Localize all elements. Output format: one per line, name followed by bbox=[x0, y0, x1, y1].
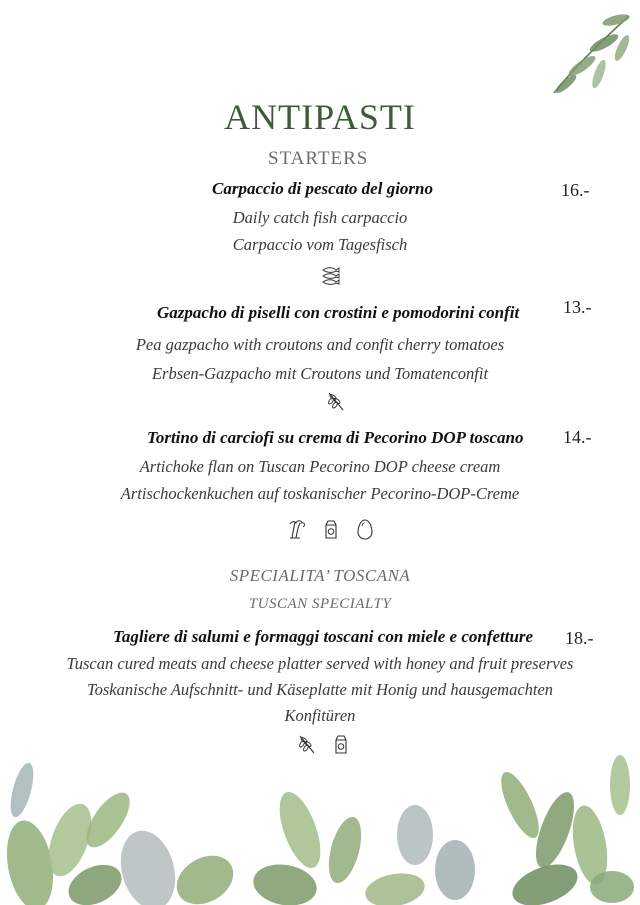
leaf-decoration-bottom bbox=[0, 755, 640, 905]
menu-item-description-en: Tuscan cured meats and cheese platter served with honey and fruit preserves bbox=[66, 654, 574, 673]
allergen-icons bbox=[296, 733, 352, 755]
egg-icon bbox=[354, 518, 376, 540]
section-title: SPECIALITA’ TOSCANA bbox=[229, 566, 411, 585]
page-title: ANTIPASTI bbox=[224, 97, 416, 137]
allergen-icons bbox=[325, 390, 347, 412]
menu-item-name: Tortino di carciofi su crema di Pecorino DOP toscano bbox=[147, 428, 524, 447]
menu-item-name: Gazpacho di piselli con crostini e pomodorini confit bbox=[157, 303, 520, 322]
allergen-icons bbox=[286, 518, 376, 540]
celery-icon bbox=[286, 518, 308, 540]
menu-item-description-en: Daily catch fish carpaccio bbox=[232, 208, 408, 227]
leaf-decoration-top bbox=[544, 8, 634, 98]
page-subtitle: STARTERS bbox=[268, 148, 369, 169]
menu-item-description-de: Erbsen-Gazpacho mit Croutons und Tomatenconfit bbox=[151, 364, 489, 383]
menu-item-price: 14.- bbox=[563, 427, 592, 447]
fish-icon bbox=[320, 264, 342, 286]
allergen-icons bbox=[320, 264, 342, 286]
section-subtitle: TUSCAN SPECIALTY bbox=[248, 596, 392, 612]
milk-icon bbox=[320, 518, 342, 540]
menu-item-price: 16.- bbox=[561, 180, 590, 200]
menu-item-description-de: Toskanische Aufschnitt- und Käseplatte mit Honig und hausgemachten bbox=[86, 680, 554, 699]
menu-item-description-de: Artischockenkuchen auf toskanischer Pecorino-DOP-Creme bbox=[120, 484, 520, 503]
menu-item-name: Carpaccio di pescato del giorno bbox=[212, 179, 433, 198]
menu-item-name: Tagliere di salumi e formaggi toscani con miele e confetture bbox=[113, 627, 534, 646]
wheat-icon bbox=[296, 733, 318, 755]
menu-item-description-en: Pea gazpacho with croutons and confit cherry tomatoes bbox=[135, 335, 505, 354]
wheat-icon bbox=[325, 390, 347, 412]
menu-item-price: 18.- bbox=[565, 628, 594, 648]
menu-item-price: 13.- bbox=[563, 297, 592, 317]
menu-item-description-de: Carpaccio vom Tagesfisch bbox=[232, 235, 408, 254]
milk-icon bbox=[330, 733, 352, 755]
menu-item-description-de-cont: Konfitüren bbox=[284, 706, 356, 725]
menu-item-description-en: Artichoke flan on Tuscan Pecorino DOP cheese cream bbox=[139, 457, 501, 476]
